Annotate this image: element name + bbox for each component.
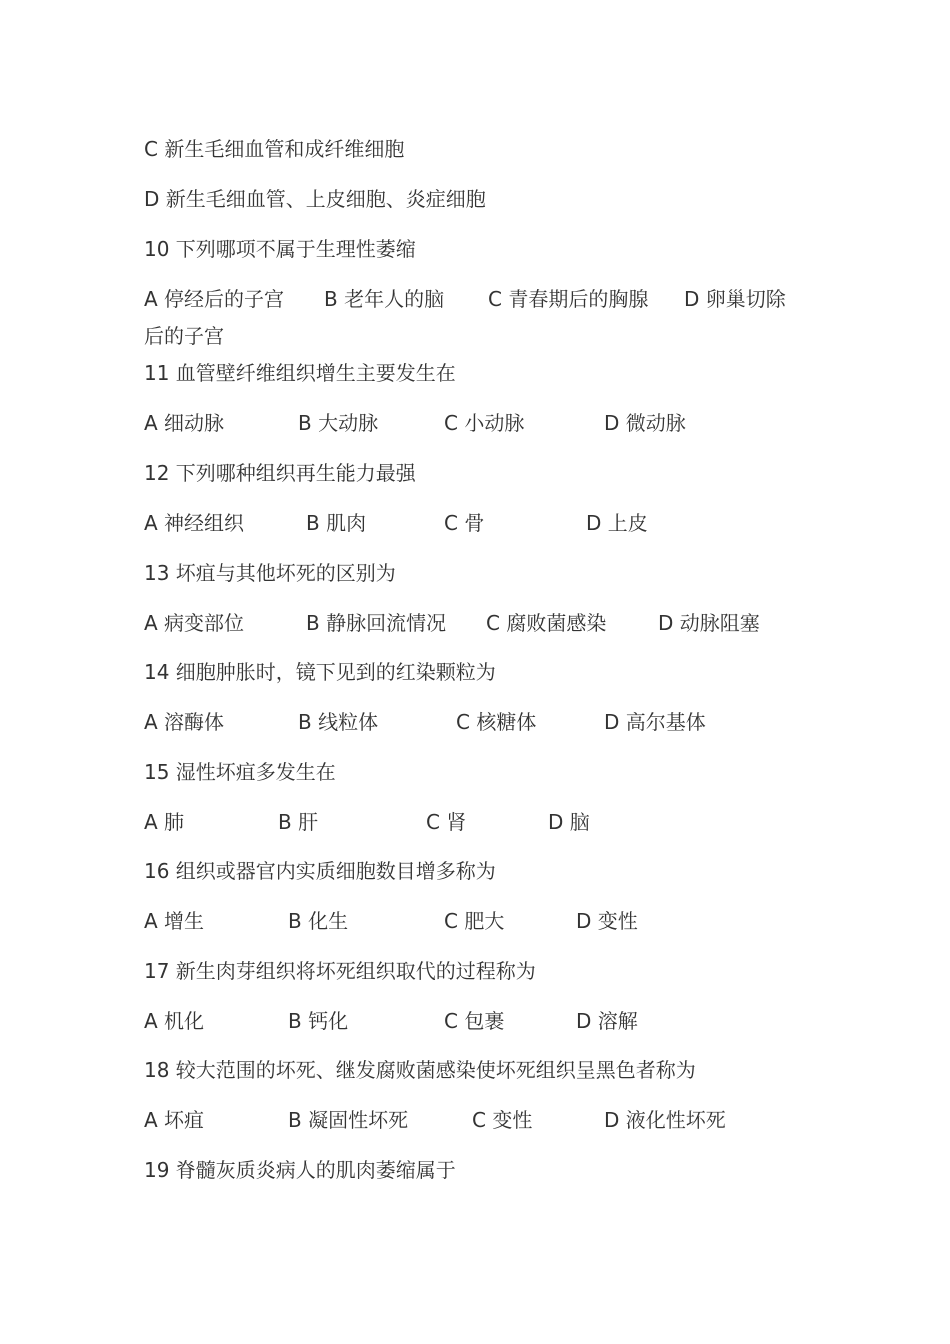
- question-stem: 14 细胞肿胀时，镜下见到的红染颗粒为: [144, 660, 496, 684]
- option-c: C 核糖体: [456, 710, 537, 734]
- options-row: [144, 286, 824, 312]
- option-line: C 新生毛细血管和成纤维细胞: [144, 137, 405, 161]
- option-c: C 变性: [472, 1108, 533, 1132]
- option-c: C 肥大: [444, 909, 505, 933]
- option-a: A 停经后的子宫: [144, 287, 285, 311]
- question-stem: 19 脊髓灰质炎病人的肌肉萎缩属于: [144, 1158, 456, 1182]
- option-b: B 老年人的脑: [324, 287, 445, 311]
- option-b: B 静脉回流情况: [306, 611, 447, 635]
- options-row: [144, 809, 824, 835]
- question-stem: 11 血管壁纤维组织增生主要发生在: [144, 361, 456, 385]
- question-stem: 12 下列哪种组织再生能力最强: [144, 461, 416, 485]
- option-c: C 小动脉: [444, 411, 525, 435]
- question-stem: 18 较大范围的坏死、继发腐败菌感染使坏死组织呈黑色者称为: [144, 1058, 696, 1082]
- option-d: D 动脉阻塞: [658, 611, 760, 635]
- option-a: A 机化: [144, 1009, 205, 1033]
- options-row: [144, 510, 824, 536]
- options-row: [144, 709, 824, 735]
- option-b: B 化生: [288, 909, 349, 933]
- option-c: C 青春期后的胸腺: [488, 287, 649, 311]
- option-c: C 包裹: [444, 1009, 505, 1033]
- option-a: A 坏疽: [144, 1108, 205, 1132]
- option-d: D 溶解: [576, 1009, 638, 1033]
- options-row: [144, 1107, 824, 1133]
- option-b: B 肝: [278, 810, 319, 834]
- question-stem: 10 下列哪项不属于生理性萎缩: [144, 237, 416, 261]
- question-stem: 15 湿性坏疽多发生在: [144, 760, 336, 784]
- option-a: A 细动脉: [144, 411, 225, 435]
- option-c: C 腐败菌感染: [486, 611, 607, 635]
- option-a: A 肺: [144, 810, 185, 834]
- option-d: D 微动脉: [604, 411, 686, 435]
- option-d: D 高尔基体: [604, 710, 706, 734]
- option-line: D 新生毛细血管、上皮细胞、炎症细胞: [144, 187, 486, 211]
- option-c: C 骨: [444, 511, 485, 535]
- option-a: A 神经组织: [144, 511, 245, 535]
- option-d: D 脑: [548, 810, 590, 834]
- options-row: [144, 908, 824, 934]
- option-b: B 肌肉: [306, 511, 367, 535]
- options-row: [144, 1008, 824, 1034]
- option-b: B 线粒体: [298, 710, 379, 734]
- option-c: C 肾: [426, 810, 467, 834]
- option-a: A 病变部位: [144, 611, 245, 635]
- option-d: D 卵巢切除: [684, 287, 786, 311]
- question-stem: 16 组织或器官内实质细胞数目增多称为: [144, 859, 496, 883]
- option-b: B 大动脉: [298, 411, 379, 435]
- question-stem: 17 新生肉芽组织将坏死组织取代的过程称为: [144, 959, 536, 983]
- option-d: D 上皮: [586, 511, 648, 535]
- option-d: D 变性: [576, 909, 638, 933]
- options-row: [144, 410, 824, 436]
- option-b: B 凝固性坏死: [288, 1108, 409, 1132]
- option-a: A 增生: [144, 909, 205, 933]
- option-b: B 钙化: [288, 1009, 349, 1033]
- option-d: D 液化性坏死: [604, 1108, 726, 1132]
- option-a: A 溶酶体: [144, 710, 225, 734]
- options-row: [144, 610, 824, 636]
- option-continuation: 后的子宫: [144, 324, 224, 348]
- question-stem: 13 坏疽与其他坏死的区别为: [144, 561, 396, 585]
